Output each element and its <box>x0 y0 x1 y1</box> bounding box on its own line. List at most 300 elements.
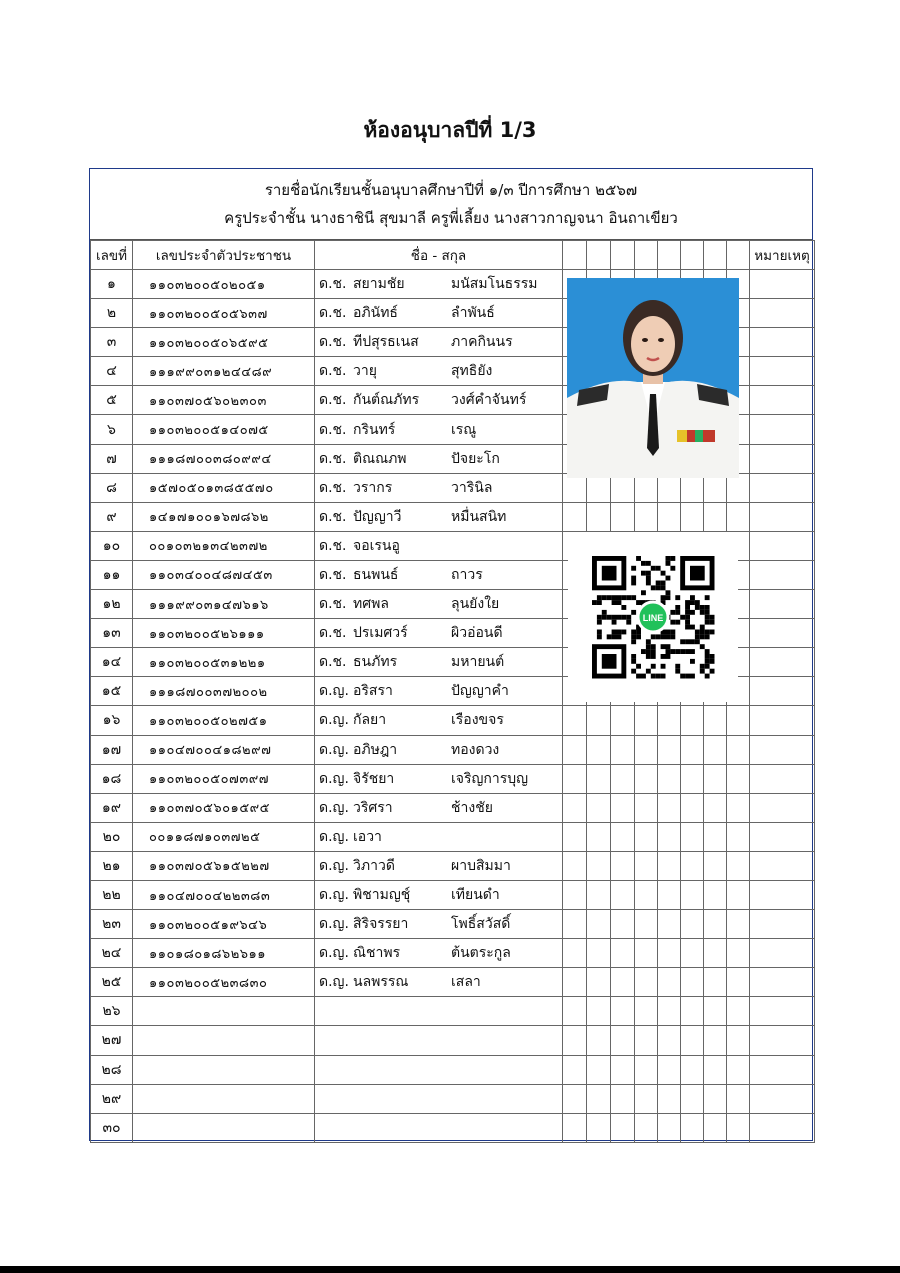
check-cell <box>563 1084 587 1113</box>
student-name <box>315 619 563 648</box>
check-cell <box>681 880 704 909</box>
check-cell <box>727 910 750 939</box>
student-name <box>315 764 563 793</box>
check-cell <box>635 502 658 531</box>
portrait-graphic <box>567 278 739 478</box>
check-cell <box>704 1113 727 1142</box>
check-cell <box>587 1026 611 1055</box>
check-cell <box>635 1026 658 1055</box>
name-prefix: ด.ช. <box>319 654 347 671</box>
first-name: กัลยา <box>353 712 387 729</box>
student-no: ๑๘ <box>91 764 133 793</box>
remark-cell <box>750 1055 815 1084</box>
student-name <box>315 502 563 531</box>
table-row <box>91 939 815 968</box>
check-cell <box>587 822 611 851</box>
student-no: ๔ <box>91 357 133 386</box>
check-cell <box>611 735 635 764</box>
teacher-photo <box>567 278 739 478</box>
last-name: ปัจยะโก <box>451 450 500 467</box>
table-row <box>91 1055 815 1084</box>
citizen-id: ๑๑๐๓๗๐๕๖๑๕๒๒๗ <box>133 851 315 880</box>
check-cell <box>563 880 587 909</box>
student-name <box>315 939 563 968</box>
first-name: วิภาวดี <box>353 857 395 874</box>
remark-cell <box>750 706 815 735</box>
line-qr-code[interactable] <box>568 532 738 702</box>
remark-cell <box>750 531 815 560</box>
remark-cell <box>750 619 815 648</box>
citizen-id: ๑๑๐๓๒๐๐๕๒๓๘๓๐ <box>133 968 315 997</box>
citizen-id: ๑๕๗๐๕๐๑๓๘๕๕๗๐ <box>133 473 315 502</box>
first-name: เอวา <box>353 828 382 845</box>
student-no: ๒๒ <box>91 880 133 909</box>
student-name <box>315 560 563 589</box>
student-name <box>315 997 563 1026</box>
check-cell <box>611 764 635 793</box>
first-name: กันต์ณภัทร <box>353 392 420 409</box>
name-prefix: ด.ช. <box>319 596 347 613</box>
remark-cell <box>750 793 815 822</box>
table-row <box>91 822 815 851</box>
remark-cell <box>750 444 815 473</box>
sheet-header <box>90 169 812 240</box>
table-row <box>91 735 815 764</box>
check-cell <box>681 793 704 822</box>
check-cell <box>587 793 611 822</box>
check-cell <box>727 997 750 1026</box>
check-cell <box>563 939 587 968</box>
citizen-id: ๑๔๑๗๑๐๐๑๖๗๘๖๒ <box>133 502 315 531</box>
last-name: ทองดวง <box>451 741 500 758</box>
remark-cell <box>750 386 815 415</box>
check-cell <box>681 910 704 939</box>
name-prefix: ด.ช. <box>319 421 347 438</box>
check-cell <box>563 502 587 531</box>
table-row <box>91 1113 815 1142</box>
check-cell <box>611 851 635 880</box>
check-cell <box>635 939 658 968</box>
citizen-id: ๑๑๑๙๙๐๓๑๒๔๔๘๙ <box>133 357 315 386</box>
check-cell <box>727 822 750 851</box>
check-cell <box>635 968 658 997</box>
check-cell <box>635 910 658 939</box>
name-prefix: ด.ช. <box>319 537 347 554</box>
student-no: ๓ <box>91 328 133 357</box>
last-name: ผิวอ่อนดี <box>451 625 503 642</box>
student-no: ๕ <box>91 386 133 415</box>
remark-cell <box>750 764 815 793</box>
check-cell <box>727 502 750 531</box>
check-cell <box>681 706 704 735</box>
remark-cell <box>750 415 815 444</box>
citizen-id <box>133 1055 315 1084</box>
check-cell <box>704 735 727 764</box>
check-cell <box>587 1084 611 1113</box>
page-title: ห้องอนุบาลปีที่ 1/3 <box>363 118 537 142</box>
check-cell <box>587 1055 611 1084</box>
check-cell <box>704 502 727 531</box>
citizen-id: ๑๑๐๓๒๐๐๕๐๒๐๕๑ <box>133 270 315 299</box>
student-name <box>315 1084 563 1113</box>
check-cell <box>704 793 727 822</box>
student-no: ๒๖ <box>91 997 133 1026</box>
table-row <box>91 1026 815 1055</box>
remark-cell <box>750 590 815 619</box>
first-name: ปัญญาวี <box>353 508 402 525</box>
check-cell <box>635 851 658 880</box>
check-cell <box>727 1055 750 1084</box>
name-prefix: ด.ญ. <box>319 741 349 758</box>
check-col <box>681 241 704 270</box>
name-prefix: ด.ช. <box>319 479 347 496</box>
citizen-id: ๑๑๐๓๗๐๕๖๐๒๓๐๓ <box>133 386 315 415</box>
remark-cell <box>750 1084 815 1113</box>
student-no: ๒๔ <box>91 939 133 968</box>
last-name: ปัญญาคำ <box>451 683 509 700</box>
citizen-id: ๐๐๑๑๘๗๑๐๓๗๒๕ <box>133 822 315 851</box>
remark-cell <box>750 968 815 997</box>
check-cell <box>658 880 681 909</box>
check-cell <box>635 735 658 764</box>
citizen-id: ๑๑๐๓๔๐๐๔๘๗๔๕๓ <box>133 560 315 589</box>
col-header-name: ชื่อ - สกุล <box>315 241 563 270</box>
student-no: ๑๒ <box>91 590 133 619</box>
check-cell <box>681 1113 704 1142</box>
check-cell <box>563 997 587 1026</box>
remark-cell <box>750 502 815 531</box>
name-prefix: ด.ช. <box>319 450 347 467</box>
last-name: เสลา <box>451 974 481 991</box>
last-name: ช้างชัย <box>451 799 493 816</box>
last-name: โพธิ์สวัสดิ์ <box>451 916 511 933</box>
citizen-id: ๑๑๐๑๘๐๑๘๖๒๖๑๑ <box>133 939 315 968</box>
check-cell <box>635 764 658 793</box>
first-name: กรินทร์ <box>353 421 396 438</box>
first-name: นลพรรณ <box>353 974 409 991</box>
name-prefix: ด.ญ. <box>319 945 349 962</box>
check-cell <box>611 1026 635 1055</box>
name-prefix: ด.ญ. <box>319 974 349 991</box>
check-cell <box>704 1055 727 1084</box>
last-name: วารินิล <box>451 479 493 496</box>
remark-cell <box>750 357 815 386</box>
name-prefix: ด.ช. <box>319 392 347 409</box>
first-name: ทีปสุรธเนส <box>353 334 419 351</box>
check-cell <box>727 880 750 909</box>
check-cell <box>587 939 611 968</box>
student-name <box>315 793 563 822</box>
first-name: สยามชัย <box>353 276 405 293</box>
first-name: วรากร <box>353 479 393 496</box>
check-cell <box>563 910 587 939</box>
student-name <box>315 910 563 939</box>
table-row <box>91 880 815 909</box>
last-name: ภาคกินนร <box>451 334 513 351</box>
table-row <box>91 502 815 531</box>
check-cell <box>658 997 681 1026</box>
col-header-id: เลขประจำตัวประชาชน <box>133 241 315 270</box>
citizen-id: ๑๑๐๓๒๐๐๕๓๑๒๒๑ <box>133 648 315 677</box>
check-cell <box>681 997 704 1026</box>
student-name <box>315 706 563 735</box>
last-name: วงศ์คำจันทร์ <box>451 392 527 409</box>
remark-cell <box>750 560 815 589</box>
citizen-id: ๑๑๐๓๗๐๕๖๐๑๕๙๕ <box>133 793 315 822</box>
student-name <box>315 648 563 677</box>
check-cell <box>727 1084 750 1113</box>
header-line-2: ครูประจำชั้น นางธาชินี สุขมาลี ครูพี่เลี้ยง นางสาวกาญจนา อินถาเขียว <box>224 209 678 227</box>
last-name: ผาบสิมมา <box>451 857 511 874</box>
remark-cell <box>750 1026 815 1055</box>
student-name <box>315 590 563 619</box>
student-no: ๒๗ <box>91 1026 133 1055</box>
last-name: หมื่นสนิท <box>451 508 507 525</box>
check-cell <box>727 735 750 764</box>
remark-cell <box>750 677 815 706</box>
check-cell <box>681 1084 704 1113</box>
last-name: เรณู <box>451 421 477 438</box>
student-name <box>315 880 563 909</box>
student-no: ๒๓ <box>91 910 133 939</box>
check-cell <box>587 502 611 531</box>
check-cell <box>704 880 727 909</box>
first-name: ทศพล <box>353 596 389 613</box>
student-no: ๑๗ <box>91 735 133 764</box>
remark-cell <box>750 1113 815 1142</box>
check-cell <box>658 1026 681 1055</box>
check-cell <box>658 502 681 531</box>
qr-code-graphic <box>568 532 738 702</box>
student-name <box>315 473 563 502</box>
check-cell <box>681 735 704 764</box>
check-cell <box>611 706 635 735</box>
citizen-id: ๑๑๐๓๒๐๐๕๐๕๖๓๗ <box>133 299 315 328</box>
remark-cell <box>750 299 815 328</box>
check-cell <box>635 793 658 822</box>
last-name: เรืองขจร <box>451 712 504 729</box>
first-name: วริศรา <box>353 799 393 816</box>
check-cell <box>681 1026 704 1055</box>
student-name <box>315 735 563 764</box>
student-no: ๒๐ <box>91 822 133 851</box>
table-row <box>91 1084 815 1113</box>
citizen-id: ๑๑๑๙๙๐๓๑๔๗๖๑๖ <box>133 590 315 619</box>
student-no: ๗ <box>91 444 133 473</box>
remark-cell <box>750 851 815 880</box>
check-cell <box>563 822 587 851</box>
check-cell <box>658 706 681 735</box>
citizen-id: ๑๑๐๓๒๐๐๕๐๖๕๙๕ <box>133 328 315 357</box>
student-no: ๑๕ <box>91 677 133 706</box>
student-no: ๑๑ <box>91 560 133 589</box>
check-cell <box>563 706 587 735</box>
check-col <box>635 241 658 270</box>
last-name: มหายนต์ <box>451 654 505 671</box>
student-name <box>315 1026 563 1055</box>
check-cell <box>563 1113 587 1142</box>
citizen-id: ๑๑๐๓๒๐๐๕๑๔๐๗๕ <box>133 415 315 444</box>
first-name: สิริจรรยา <box>353 916 409 933</box>
check-cell <box>727 1113 750 1142</box>
first-name: ปรเมศวร์ <box>353 625 408 642</box>
remark-cell <box>750 473 815 502</box>
check-cell <box>658 1084 681 1113</box>
check-cell <box>611 822 635 851</box>
check-cell <box>611 880 635 909</box>
student-no: ๒๙ <box>91 1084 133 1113</box>
check-cell <box>611 968 635 997</box>
student-name <box>315 677 563 706</box>
check-cell <box>587 851 611 880</box>
check-cell <box>681 822 704 851</box>
first-name: ณิชาพร <box>353 945 401 962</box>
last-name: เทียนดำ <box>451 887 500 904</box>
check-cell <box>563 851 587 880</box>
student-name <box>315 270 563 299</box>
name-prefix: ด.ช. <box>319 566 347 583</box>
check-cell <box>611 910 635 939</box>
last-name: มนัสมโนธรรม <box>451 276 538 293</box>
check-cell <box>587 910 611 939</box>
citizen-id: ๑๑๑๘๗๐๐๓๘๐๙๙๔ <box>133 444 315 473</box>
student-no: ๖ <box>91 415 133 444</box>
student-no: ๒ <box>91 299 133 328</box>
student-no: ๑๙ <box>91 793 133 822</box>
student-no: ๒๑ <box>91 851 133 880</box>
citizen-id: ๑๑๐๓๒๐๐๕๐๒๗๕๑ <box>133 706 315 735</box>
student-name <box>315 299 563 328</box>
student-name <box>315 328 563 357</box>
check-cell <box>704 910 727 939</box>
citizen-id <box>133 1026 315 1055</box>
check-cell <box>658 1113 681 1142</box>
check-cell <box>563 793 587 822</box>
check-cell <box>704 764 727 793</box>
check-cell <box>704 997 727 1026</box>
remark-cell <box>750 328 815 357</box>
check-cell <box>587 706 611 735</box>
table-header-row <box>91 241 815 270</box>
check-cell <box>611 1113 635 1142</box>
check-cell <box>611 1084 635 1113</box>
check-cell <box>658 793 681 822</box>
name-prefix: ด.ญ. <box>319 857 349 874</box>
check-cell <box>658 939 681 968</box>
name-prefix: ด.ช. <box>319 625 347 642</box>
first-name: ติณณภพ <box>353 450 407 467</box>
bottom-edge-bar <box>0 1266 900 1273</box>
check-cell <box>681 968 704 997</box>
last-name: ลุนยังใย <box>451 596 500 613</box>
remark-cell <box>750 939 815 968</box>
student-no: ๑๐ <box>91 531 133 560</box>
first-name: อริสรา <box>353 683 393 700</box>
col-header-remark: หมายเหตุ <box>750 241 815 270</box>
student-no: ๑ <box>91 270 133 299</box>
student-no: ๑๖ <box>91 706 133 735</box>
first-name: วายุ <box>353 363 377 380</box>
check-cell <box>704 1084 727 1113</box>
table-row <box>91 793 815 822</box>
check-cell <box>704 1026 727 1055</box>
first-name: อภินัทธ์ <box>353 305 398 322</box>
check-cell <box>563 1055 587 1084</box>
check-cell <box>704 851 727 880</box>
remark-cell <box>750 648 815 677</box>
student-name <box>315 1055 563 1084</box>
check-cell <box>635 822 658 851</box>
last-name: สุทธิยัง <box>451 363 493 380</box>
check-cell <box>658 735 681 764</box>
citizen-id: ๑๑๐๓๒๐๐๕๐๗๓๙๗ <box>133 764 315 793</box>
check-cell <box>704 968 727 997</box>
student-name <box>315 357 563 386</box>
first-name: อภิษฎา <box>353 741 398 758</box>
check-cell <box>611 502 635 531</box>
check-cell <box>727 939 750 968</box>
line-logo-label: LINE <box>642 613 664 623</box>
check-cell <box>635 706 658 735</box>
student-name <box>315 851 563 880</box>
student-name <box>315 822 563 851</box>
student-name <box>315 531 563 560</box>
student-no: ๘ <box>91 473 133 502</box>
check-col <box>704 241 727 270</box>
table-row <box>91 910 815 939</box>
name-prefix: ด.ช. <box>319 508 347 525</box>
check-cell <box>587 735 611 764</box>
check-col <box>611 241 635 270</box>
table-row <box>91 764 815 793</box>
student-name <box>315 1113 563 1142</box>
first-name: พิชามญชุ์ <box>353 887 411 904</box>
check-cell <box>681 939 704 968</box>
last-name: ถาวร <box>451 566 483 583</box>
check-cell <box>587 968 611 997</box>
table-row <box>91 997 815 1026</box>
name-prefix: ด.ญ. <box>319 683 349 700</box>
student-no: ๑๓ <box>91 619 133 648</box>
name-prefix: ด.ช. <box>319 276 347 293</box>
student-no: ๑๔ <box>91 648 133 677</box>
remark-cell <box>750 880 815 909</box>
check-cell <box>681 764 704 793</box>
col-header-no: เลขที่ <box>91 241 133 270</box>
check-cell <box>563 968 587 997</box>
table-row <box>91 706 815 735</box>
check-col <box>727 241 750 270</box>
check-cell <box>611 939 635 968</box>
check-cell <box>658 851 681 880</box>
student-no: ๒๘ <box>91 1055 133 1084</box>
remark-cell <box>750 910 815 939</box>
first-name: จิรัชยา <box>353 770 395 787</box>
check-cell <box>635 880 658 909</box>
last-name: เจริญการบุญ <box>451 770 529 787</box>
last-name: ต้นตระกูล <box>451 945 511 962</box>
citizen-id <box>133 997 315 1026</box>
name-prefix: ด.ช. <box>319 334 347 351</box>
citizen-id <box>133 1113 315 1142</box>
last-name: ลำพันธ์ <box>451 305 495 322</box>
check-col <box>587 241 611 270</box>
student-no: ๒๕ <box>91 968 133 997</box>
check-cell <box>681 502 704 531</box>
citizen-id: ๑๑๐๓๒๐๐๕๑๙๖๔๖ <box>133 910 315 939</box>
student-name <box>315 386 563 415</box>
check-cell <box>563 735 587 764</box>
